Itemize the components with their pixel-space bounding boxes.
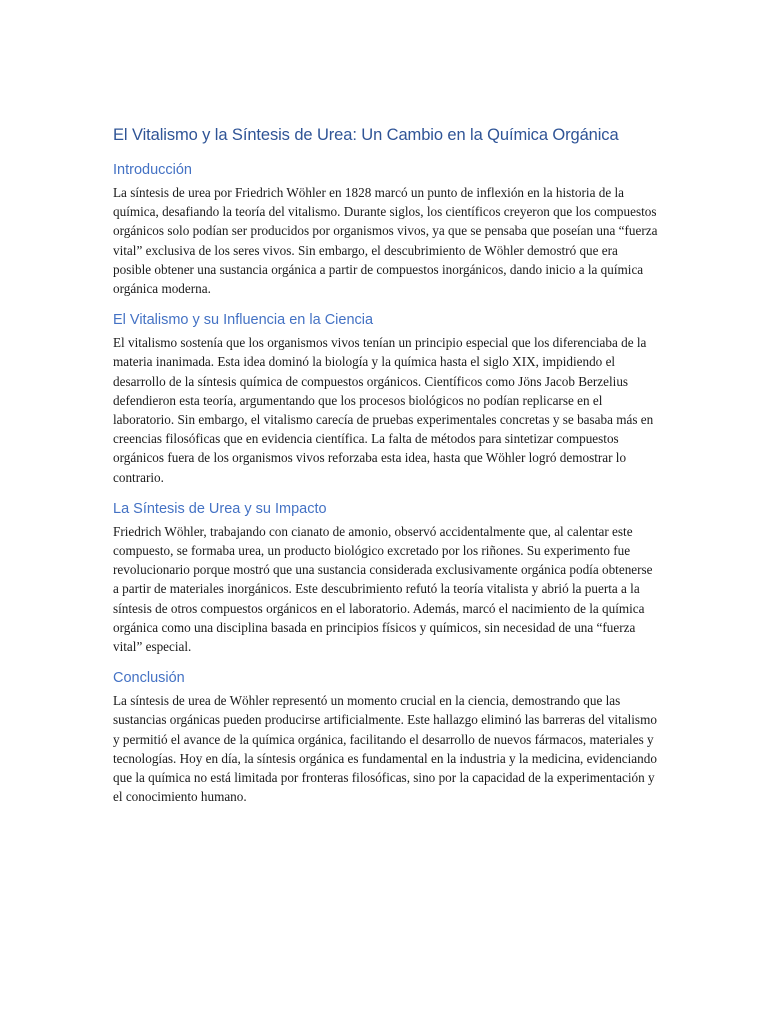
section-introduccion (113, 160, 658, 298)
section-heading: Conclusión (113, 670, 185, 687)
section-paragraph: La síntesis de urea por Friedrich Wöhler en 1828 marcó un punto de inflexión en la historia de la química, desafiando la teoría del vitalismo. Durante siglos, los científicos creyeron que los compuestos orgánicos solo podían ser producidos por organismos vivos, ya que se pensaba que poseían una “fuerza vital” exclusiva de los seres vivos. Sin embargo, el descubrimiento de Wöhler demostró que era posible obtener una sustancia orgánica a partir de compuestos inorgánicos, dando inicio a la química orgánica moderna. (113, 185, 658, 297)
section-sintesis-urea (113, 499, 658, 656)
section-heading: El Vitalismo y su Influencia en la Ciencia (113, 312, 374, 329)
section-conclusion (113, 668, 658, 806)
section-paragraph: La síntesis de urea de Wöhler representó un momento crucial en la ciencia, demostrando que las sustancias orgánicas pueden producirse artificialmente. Este hallazgo eliminó las barreras del vitalismo y permitió el avance de la química orgánica, facilitando el desarrollo de nuevos fármacos, materiales y tecnologías. Hoy en día, la síntesis orgánica es fundamental en la industria y la medicina, evidenciando que la química no está limitada por fronteras filosóficas, sino por la capacidad de la experimentación y el conocimiento humano. (113, 693, 657, 805)
section-paragraph: Friedrich Wöhler, trabajando con cianato de amonio, observó accidentalmente que, al calentar este compuesto, se formaba urea, un producto biológico excretado por los riñones. Su experimento fue revolucionario porque mostró que una sustancia considerada exclusivamente orgánica podía obtenerse a partir de materiales inorgánicos. Este descubrimiento refutó la teoría vitalista y abrió la puerta a la síntesis de otros compuestos orgánicos en el laboratorio. Además, marcó el nacimiento de la química orgánica como una disciplina basada en principios físicos y químicos, sin necesidad de una “fuerza vital” especial. (113, 523, 653, 655)
document-page (113, 124, 658, 818)
section-vitalismo (113, 310, 658, 487)
section-heading: Introducción (113, 162, 192, 178)
document-title: El Vitalismo y la Síntesis de Urea: Un Cambio en la Química Orgánica (113, 126, 619, 144)
section-paragraph: El vitalismo sostenía que los organismos vivos tenían un principio especial que los diferenciaba de la materia inanimada. Esta idea dominó la biología y la química hasta el siglo XIX, impidiendo el desarrollo de la síntesis química de compuestos orgánicos. Científicos como Jöns Jacob Berzelius defendieron esta teoría, argumentando que los procesos biológicos no podían replicarse en el laboratorio. Sin embargo, el vitalismo carecía de pruebas experimentales concretas y se basaba más en creencias filosóficas que en evidencia científica. La falta de métodos para sintetizar compuestos orgánicos fuera de los organismos vivos reforzaba esta idea, hasta que Wöhler logró demostrar lo contrario. (113, 335, 654, 485)
section-heading: La Síntesis de Urea y su Impacto (113, 500, 327, 517)
